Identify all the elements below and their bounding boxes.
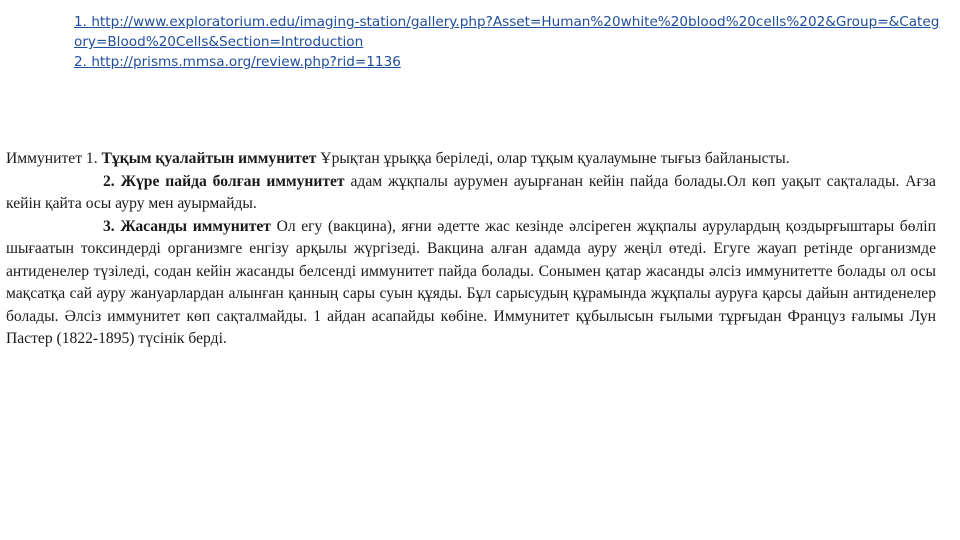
paragraph-acquired-immunity (6, 171, 936, 216)
paragraph-2-text: адам жұқпалы аурумен ауырғанан кейін пайда болады.Ол көп уақыт сақталады. Ағза кейін қайта осы ауру мен ауырмайды. (6, 172, 936, 212)
paragraph-1-text: Ұрықтан ұрыққа беріледі, олар тұқым қуалаумыне тығыз байланысты. (316, 150, 790, 167)
paragraph-1-heading: Тұқым қуалайтын иммунитет (101, 150, 317, 167)
reference-links (74, 12, 940, 72)
paragraph-hereditary-immunity (6, 148, 936, 171)
immunity-text-body (6, 148, 936, 351)
reference-number-1: 1. (74, 14, 87, 30)
paragraph-3-heading: 3. Жасанды иммунитет (103, 217, 271, 235)
paragraph-3-text: Ол егу (вакцина), яғни әдетте жас кезінде әлсіреген жұқпалы аурулардың қоздырғыштары бөліп шығаатын токсиндерді организмге енгізу арқылы жүргізеді. Вакцина алған адамда ауру жеңіл өтеді. Егуге жауап ретінде организмде антиденелер түзіледі, содан кейін жасанды белсенді иммунитет пайда болады. Сонымен қатар жасанды әлсіз иммунитетте болады ол осы мақсатқа сай ауру жануарлардан алынған қанның сары суын құяды. Бұл сарысудың құрамында жұқпалы ауруға қарсы дайын антиденелер болады. Әлсіз иммунитет көп сақталмайды. 1 айдан асапайды көбіне. Иммунитет құбылысын ғылыми тұрғыдан Француз ғалымы Лун Пастер (1822-1895) түсінік берді. (6, 217, 936, 347)
paragraph-2-heading: 2. Жүре пайда болған иммунитет (103, 172, 345, 190)
reference-url-2: http://prisms.mmsa.org/review.php?rid=1136 (91, 54, 401, 70)
paragraph-1-lead: Иммунитет 1. (6, 150, 102, 167)
reference-link-2[interactable] (74, 52, 940, 72)
reference-url-1: http://www.exploratorium.edu/imaging-station/gallery.php?Asset=Human%20white%20blood%20cells%202&Group=&Category=Blood%20Cells&Section=Introduction (74, 14, 940, 50)
reference-link-1[interactable] (74, 12, 940, 52)
paragraph-artificial-immunity (6, 216, 936, 351)
reference-number-2: 2. (74, 54, 87, 70)
